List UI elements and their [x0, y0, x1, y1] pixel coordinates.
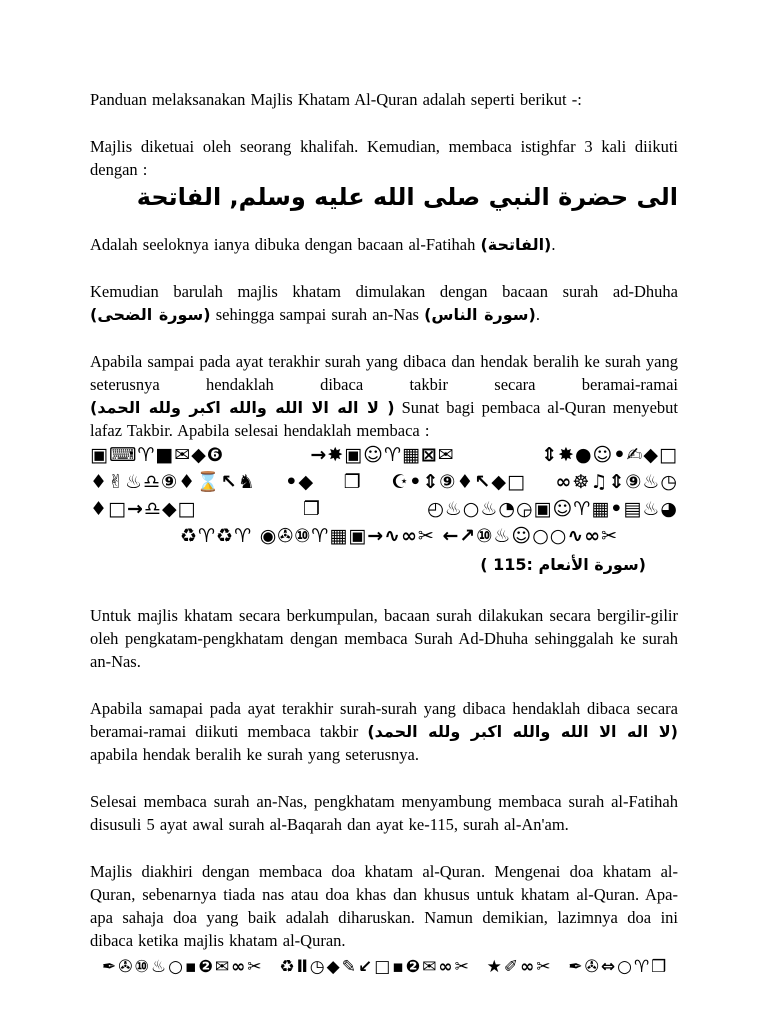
symbol-line-1: [90, 442, 678, 469]
paragraph-ad-dhuha-text-1: Kemudian barulah majlis khatam dimulakan dengan bacaan surah ad-Dhuha: [90, 282, 678, 301]
paragraph-panduan-intro: Panduan melaksanakan Majlis Khatam Al-Quran adalah seperti berikut -:: [90, 90, 582, 109]
arabic-salutation-heading: الى حضرة النبي صلى الله عليه وسلم, الفاتحة: [136, 183, 678, 211]
symbol-group: ⇕✸●☺•✍◆□: [541, 444, 678, 466]
symbol-group: •◆: [285, 471, 315, 493]
paragraph-takbir-text-1: Apabila sampai pada ayat terakhir surah yang dibaca dan hendak beralih ke surah yang seterusnya hendaklah dibaca takbir secara beramai-ramai: [90, 352, 678, 394]
symbol-group: ◴♨○♨◔◶▣☺♈▦•▤♨◕: [427, 498, 678, 520]
symbol-line-4: ♻♈♻♈ ◉✇⑩♈▦▣→∿∞✂ ←↗⑩♨☺○○∿∞✂: [179, 525, 619, 547]
paragraph-ad-dhuha: [90, 280, 678, 326]
inline-arabic-takbir-2: (لا اله الا الله والله اكبر ولله الحمد): [367, 722, 678, 741]
paragraph-doa-khatam: Majlis diakhiri dengan membaca doa khatam al-Quran. Mengenai doa khatam al-Quran, sebenarnya tiada nas atau doa khas dan khusus untuk khatam al-Quran. Apa-apa sahaja doa yang baik adalah diharuskan. Namun demikian, lazimnya doa ini dibaca ketika majlis khatam al-Quran.: [90, 862, 678, 950]
symbol-group: ☪•⇕⑨♦↖◆□: [391, 471, 526, 493]
paragraph-samapai-takbir: [90, 697, 678, 766]
symbol-group: →✸▣☺♈▦⊠✉: [310, 444, 455, 466]
inline-arabic-surah-ad-dhuha: (سورة الضحى): [90, 305, 211, 324]
paragraph-al-fatihah: [90, 233, 678, 256]
symbol-line-2: [90, 469, 678, 496]
inline-arabic-al-fatihah: (الفاتحة): [480, 235, 552, 254]
paragraph-al-fatihah-period: .: [551, 235, 556, 254]
paragraph-takbir: [90, 350, 678, 442]
inline-arabic-surah-an-nas: (سورة الناس): [424, 305, 536, 324]
symbol-group: ❐: [343, 471, 362, 493]
symbol-group: ∞☸♫⇕⑨♨◷: [555, 471, 678, 493]
paragraph-samapai-text-2: apabila hendak beralih ke surah yang seterusnya.: [90, 745, 419, 764]
symbol-group: ▣⌨♈■✉◆❻: [90, 444, 224, 466]
paragraph-selesai-an-nas: Selesai membaca surah an-Nas, pengkhatam menyambung membaca surah al-Fatihah disusuli 5 ayat awal surah al-Baqarah dan ayat ke-115, surah al-An'am.: [90, 792, 678, 834]
paragraph-majlis-diketuai: Majlis diketuai oleh seorang khalifah. Kemudian, membaca istighfar 3 kali diikuti dengan :: [90, 137, 678, 179]
inline-arabic-takbir: ( لا اله الا الله والله اكبر ولله الحمد): [90, 398, 395, 417]
verse-reference-al-anam-115: (سورة الأنعام :115 ): [480, 555, 646, 574]
symbol-line-3: [90, 496, 678, 523]
symbol-group: ♦□→♎◆□: [90, 498, 197, 520]
footer-symbol-line: ✒✇⑩♨○▪❷✉∞✂ ♻Ⅱ◷◆✎↙□▪❷✉∞✂ ★✐∞✂ ✒✇⇔○♈❒: [102, 957, 669, 977]
symbol-group: ❐: [302, 498, 321, 520]
paragraph-berkumpulan: Untuk majlis khatam secara berkumpulan, bacaan surah dilakukan secara bergilir-gilir oleh pengkatam-pengkhatam dengan membaca Surah Ad-Dhuha sehinggalah ke surah an-Nas.: [90, 606, 678, 671]
paragraph-samapai-text-1: Apabila samapai pada ayat terakhir surah-surah yang dibaca hendaklah dibaca secara beramai-ramai diikuti membaca takbir: [90, 699, 678, 741]
symbol-group: ♦✌♨♎⑨♦⌛↖♞: [90, 471, 256, 493]
quran-verse-symbol-block: [90, 442, 678, 550]
paragraph-takbir-text-2: Sunat bagi pembaca al-Quran menyebut lafaz Takbir. Apabila selesai hendaklah membaca :: [90, 398, 678, 440]
paragraph-ad-dhuha-text-2: sehingga sampai surah an-Nas: [210, 305, 425, 324]
paragraph-ad-dhuha-period: .: [535, 305, 540, 324]
paragraph-al-fatihah-text: Adalah seeloknya ianya dibuka dengan bacaan al-Fatihah: [90, 235, 481, 254]
verse-reference: [90, 552, 678, 578]
